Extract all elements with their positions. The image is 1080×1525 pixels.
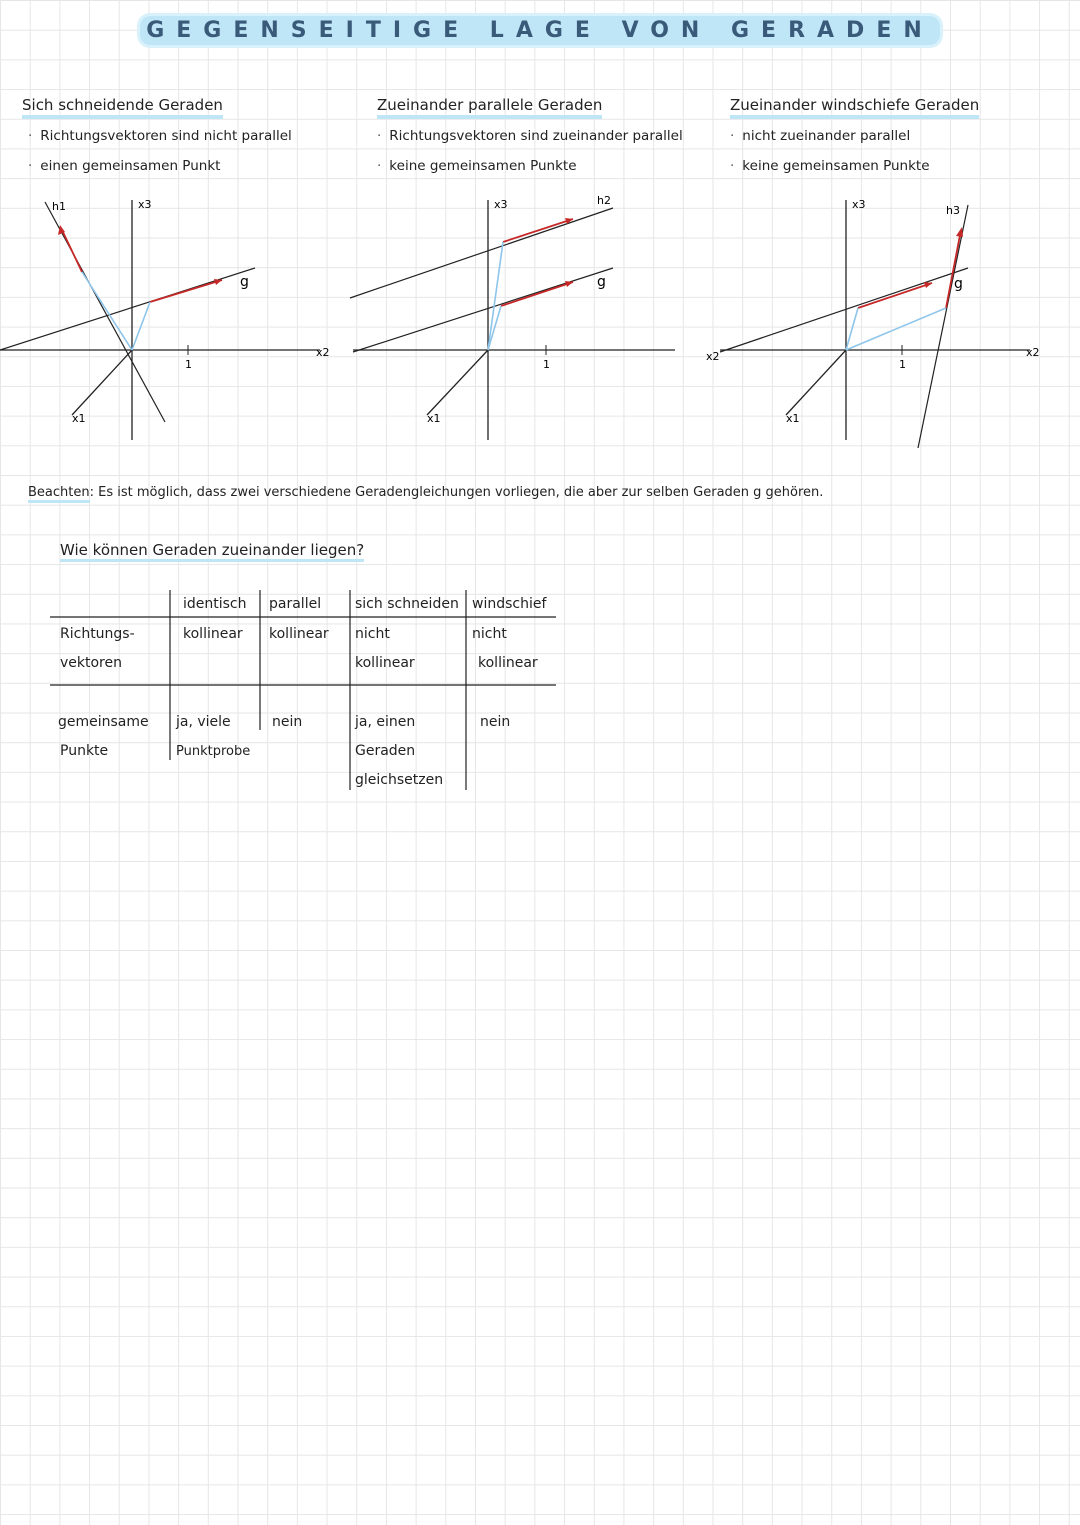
bullet-parallel-1: · Richtungsvektoren sind zueinander parallel bbox=[377, 128, 683, 144]
label-x3: x3 bbox=[852, 198, 866, 211]
position-vector-g bbox=[846, 308, 858, 350]
line-g bbox=[720, 268, 968, 352]
cell-schneiden-punkte-3: gleichsetzen bbox=[355, 772, 444, 788]
table-question: Wie können Geraden zueinander liegen? bbox=[60, 541, 364, 559]
cell-identisch-punkte-2: Punktprobe bbox=[176, 744, 251, 759]
label-h2: h2 bbox=[597, 194, 611, 207]
cell-schneiden-vektoren-1: nicht bbox=[355, 626, 390, 642]
col-header-schneiden: sich schneiden bbox=[355, 596, 459, 612]
cell-windschief-vektoren-1: nicht bbox=[472, 626, 507, 642]
page-title: GEGENSEITIGE LAGE VON GERADEN bbox=[0, 18, 1080, 43]
line-h2 bbox=[350, 208, 613, 298]
label-x3: x3 bbox=[494, 198, 508, 211]
arrowhead-h3 bbox=[956, 227, 963, 237]
label-x1: x1 bbox=[786, 412, 800, 425]
diagram-skew bbox=[700, 190, 1070, 450]
axis-x1 bbox=[427, 350, 488, 415]
tick-label: 1 bbox=[899, 358, 906, 371]
arrowhead-g bbox=[924, 282, 932, 288]
label-g: g bbox=[597, 274, 606, 290]
note-text: : Es ist möglich, dass zwei verschiedene Geradengleichungen vorliegen, die aber zur selben Geraden g gehören. bbox=[89, 485, 824, 500]
cell-windschief-punkte: nein bbox=[480, 714, 511, 730]
diagram-parallel bbox=[345, 190, 695, 450]
label-x2: x2 bbox=[1026, 346, 1040, 359]
position-vector-g bbox=[488, 306, 501, 350]
label-x2: x2 bbox=[316, 346, 330, 359]
cell-schneiden-punkte-2: Geraden bbox=[355, 743, 416, 759]
note-label: Beachten bbox=[28, 485, 90, 503]
tick-label: 1 bbox=[185, 358, 192, 371]
line-g bbox=[353, 268, 613, 352]
bullet-intersecting-2: · einen gemeinsamen Punkt bbox=[28, 158, 220, 174]
col-header-parallel: parallel bbox=[269, 596, 322, 612]
cell-windschief-vektoren-2: kollinear bbox=[478, 655, 538, 671]
note bbox=[28, 485, 823, 500]
direction-vector-g bbox=[501, 282, 573, 306]
direction-vector-g bbox=[858, 283, 932, 308]
tick-label: 1 bbox=[543, 358, 550, 371]
row-label-richtung-2: vektoren bbox=[60, 655, 122, 671]
arrowhead-g bbox=[214, 279, 222, 285]
comparison-table bbox=[50, 590, 560, 800]
position-vector-h3 bbox=[846, 308, 946, 350]
label-h1: h1 bbox=[52, 200, 66, 213]
label-g: g bbox=[954, 276, 963, 292]
position-vector-h2 bbox=[488, 242, 503, 350]
line-h3 bbox=[918, 205, 968, 448]
heading-intersecting: Sich schneidende Geraden bbox=[22, 96, 223, 114]
label-h3: h3 bbox=[946, 204, 960, 217]
bullet-parallel-2: · keine gemeinsamen Punkte bbox=[377, 158, 577, 174]
cell-identisch-punkte-1: ja, viele bbox=[176, 714, 231, 730]
arrowhead-g bbox=[565, 281, 573, 287]
cell-parallel-vektoren: kollinear bbox=[269, 626, 329, 642]
label-x3: x3 bbox=[138, 198, 152, 211]
row-label-punkte-1: gemeinsame bbox=[58, 714, 149, 730]
bullet-skew-2: · keine gemeinsamen Punkte bbox=[730, 158, 930, 174]
diagram-intersecting bbox=[0, 190, 350, 450]
position-vector-h1 bbox=[82, 272, 132, 350]
row-label-punkte-2: Punkte bbox=[60, 743, 109, 759]
position-vector-g bbox=[132, 302, 150, 350]
col-header-windschief: windschief bbox=[472, 596, 547, 612]
cell-parallel-punkte: nein bbox=[272, 714, 303, 730]
heading-parallel: Zueinander parallele Geraden bbox=[377, 96, 602, 114]
heading-skew: Zueinander windschiefe Geraden bbox=[730, 96, 979, 114]
axis-x1 bbox=[72, 350, 132, 415]
label-g: g bbox=[240, 274, 249, 290]
bullet-intersecting-1: · Richtungsvektoren sind nicht parallel bbox=[28, 128, 292, 144]
cell-identisch-vektoren: kollinear bbox=[183, 626, 243, 642]
col-header-identisch: identisch bbox=[183, 596, 247, 612]
direction-vector-h1 bbox=[62, 230, 82, 272]
direction-vector-g bbox=[150, 280, 222, 302]
direction-vector-h2 bbox=[503, 219, 573, 242]
label-x1: x1 bbox=[427, 412, 441, 425]
cell-schneiden-vektoren-2: kollinear bbox=[355, 655, 415, 671]
axis-x1 bbox=[786, 350, 846, 415]
label-x1: x1 bbox=[72, 412, 86, 425]
label-x2-left: x2 bbox=[706, 350, 720, 363]
row-label-richtung-1: Richtungs- bbox=[60, 626, 135, 642]
bullet-skew-1: · nicht zueinander parallel bbox=[730, 128, 910, 144]
cell-schneiden-punkte-1: ja, einen bbox=[355, 714, 416, 730]
